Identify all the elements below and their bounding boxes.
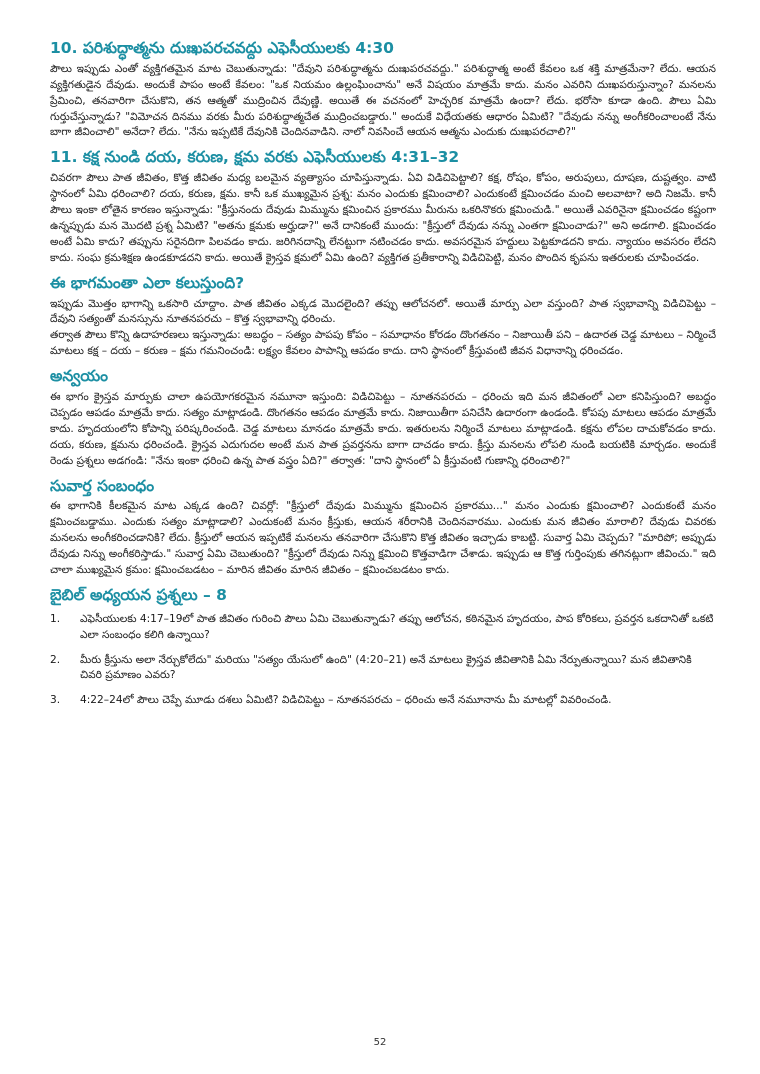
question-list (50, 612, 716, 709)
section-heading: బైబిల్ అధ్యయన ప్రశ్నలు – 8 (50, 585, 227, 604)
section-paragraph: పౌలు ఇప్పుడు ఎంతో వ్యక్తిగతమైన మాట చెబుతున్నాడు: "దేవుని పరిశుద్ధాత్మను దుఃఖపరచవద్దు." పరిశుద్ధాత్మ అంటే కేవలం ఒక శక్తి మాత్రమేనా? లేదు. ఆయన వ్యక్తిగతుడైన దేవుడు. అందుకే పాపం అంటే కేవలం: "ఒక నియమం ఉల్లంఘించాను" అనే విషయం మాత్రమే కాదు. మనం ఎవరిని దుఃఖపరుస్తున్నాం? మనలను ప్రేమించి, తనవారిగా చేసుకొని, తన ఆత్మతో ముద్రించిన దేవుణ్ణి. అయితే ఈ వచనంలో హెచ్చరిక మాత్రమే ఉందా? లేదు. భరోసా కూడా ఉంది. పౌలు ఏమి గుర్తుచేస్తున్నాడు? "విమోచన దినము వరకు మీరు పరిశుద్ధాత్మచేత ముద్రించబడ్డారు." అందుకే విధేయతకు ఆధారం ఏమిటి? "దేవుడు నన్ను అంగీకరించాలంటే నేను బాగా జీవించాలి" అనేదా? లేదు. "నేను ఇప్పటికే దేవునికి చెందినవాడిని. నాలో నివసించే ఆయన ఆత్మను ఎందుకు దుఃఖపరచాలి?" (50, 62, 716, 139)
section-heading: 10. పరిశుద్ధాత్మను దుఃఖపరచవద్దు ఎఫెసీయులకు 4:30 (50, 39, 394, 57)
list-item (50, 693, 716, 709)
section-heading: 11. కక్ష నుండి దయ, కరుణ, క్షమ వరకు ఎఫెసీయులకు 4:31–32 (50, 148, 460, 167)
list-item (50, 612, 716, 644)
question-number: 2. (50, 653, 61, 666)
section-paragraph: తర్వాత పౌలు కొన్ని ఉదాహరణలు ఇస్తున్నాడు: అబద్ధం – సత్యం పాపపు కోపం – సమాధానం కోరడం దొంగతనం – నిజాయితీ పని – ఉదారత చెడ్డ మాటలు – నిర్మించే మాటలు కక్ష – దయ – కరుణ – క్షమ గమనించండి: లక్ష్యం కేవలం పాపాన్ని ఆపడం కాదు. దాని స్థానంలో క్రీస్తువంటి జీవన విధానాన్ని ధరించడం. (50, 329, 716, 358)
section-gospel-connection (50, 476, 716, 579)
question-text: మీరు క్రీస్తును అలా నేర్చుకోలేదు" మరియు "సత్యం యేసులో ఉంది" (4:20–21) అనే మాటలు క్రైస్తవ జీవితానికి ఏమి నేర్పుతున్నాయి? మన జీవితానికి చివరి ప్రమాణం ఎవరు? (80, 653, 692, 682)
question-number: 1. (50, 612, 61, 625)
section-paragraph: ఈ భాగానికి కీలకమైన మాట ఎక్కడ ఉంది? చివర్లో: "క్రీస్తులో దేవుడు మిమ్మును క్షమించిన ప్రకారము..." మనం ఎందుకు క్షమించాలి? ఎందుకంటే మనం క్షమించబడ్డాము. ఎందుకు సత్యం మాట్లాడాలి? ఎందుకంటే మనం క్రీస్తుకు, ఆయన శరీరానికి చెందినవారము. ఎందుకు మన జీవితం మారాలి? దేవుడు చివరకు మనలను అంగీకరించడానికి? లేదు. క్రీస్తులో ఆయన ఇప్పటికే మనలను తనవారిగా చేసుకొని కొత్త జీవితం ఇచ్చాడు కాబట్టి. సువార్త ఏమి చెప్పదు? "మారిపో; అప్పుడు దేవుడు నిన్ను అంగీకరిస్తాడు." సువార్త ఏమి చెబుతుంది? "క్రీస్తులో దేవుడు నిన్ను క్షమించి కొత్తవాడిగా చేశాడు. ఇప్పుడు ఆ కొత్త గుర్తింపుకు తగినట్లుగా జీవించు." ఇది చాలా ముఖ్యమైన క్రమం: క్షమించబడటం – మారిన జీవితం మారిన జీవితం – క్షమించబడటం కాదు. (50, 500, 716, 576)
question-text: ఎఫెసీయులకు 4:17–19లో పాత జీవితం గురించి పౌలు ఏమి చెబుతున్నాడు? తప్పు ఆలోచన, కఠినమైన హృదయం, పాప కోరికలు, ప్రవర్తన ఒకదానితో ఒకటి ఎలా సంబంధం కలిగి ఉన్నాయి? (80, 612, 714, 641)
section-paragraph: చివరగా పౌలు పాత జీవితం, కొత్త జీవితం మధ్య బలమైన వ్యత్యాసం చూపిస్తున్నాడు. ఏవి విడిచిపెట్టాలి? కక్ష, రోషం, కోపం, అరుపులు, దూషణ, దుష్టత్వం. వాటి స్థానంలో ఏమి ధరించాలి? దయ, కరుణ, క్షమ. కానీ ఒక ముఖ్యమైన ప్రశ్న: మనం ఎందుకు క్షమించాలి? ఎందుకంటే క్షమించడం మంచి అలవాటా? అది నిజమే. కానీ పౌలు ఇంకా లోతైన కారణం ఇస్తున్నాడు: "క్రీస్తునందు దేవుడు మిమ్మును క్షమించిన ప్రకారము మీరును ఒకరినొకరు క్షమించుడి." అయితే ఎవరినైనా క్షమించడం కష్టంగా ఉన్నప్పుడు మన మొదటి ప్రశ్న ఏమిటి? "అతను క్షమకు అర్హుడా?" అనే దానికంటే ముందు: "క్రీస్తులో దేవుడు నన్ను ఎంతగా క్షమించాడు?" అని అడగాలి. క్షమించడం అంటే ఏమి కాదు? తప్పును సరైనదిగా పిలవడం కాదు. జరిగినదాన్ని లేనట్టుగా నటించడం కాదు. అవసరమైన హద్దులు పెట్టకూడదని కాదు. న్యాయం అవసరం లేదని కాదు. సంఘ క్రమశిక్షణ ఉండకూడదని కాదు. అయితే క్రైస్తవ క్షమలో ఏమి ఉంది? వ్యక్తిగత ప్రతీకారాన్ని విడిచిపెట్టి, మనం పొందిన కృపను ఇతరులకు చూపించడం. (50, 172, 716, 264)
question-text: 4:22–24లో పౌలు చెప్పే మూడు దశలు ఏమిటి? విడిచిపెట్టు – నూతనపరచు – ధరించు అనే నమూనాను మీ మాటల్లో వివరించండి. (80, 694, 612, 707)
list-item (50, 653, 716, 685)
section-heading: అన్వయం (50, 367, 109, 386)
section-forgiveness (50, 147, 716, 266)
section-holy-spirit (50, 38, 716, 141)
section-study-questions (50, 585, 716, 709)
section-paragraph: ఈ భాగం క్రైస్తవ మార్పుకు చాలా ఉపయోగకరమైన నమూనా ఇస్తుంది: విడిచిపెట్టు – నూతనపరచు – ధరించు ఇది మన జీవితంలో ఎలా కనిపిస్తుంది? అబద్ధం చెప్పడం ఆపడం మాత్రమే కాదు. సత్యం మాట్లాడండి. దొంగతనం ఆపడం మాత్రమే కాదు. నిజాయితీగా పనిచేసి ఉదారంగా ఉండండి. కోపపు మాటలు ఆపడం మాత్రమే కాదు. హృదయంలోని కోపాన్ని పరిష్కరించండి. చెడ్డ మాటలు మానడం మాత్రమే కాదు. ఇతరులను నిర్మించే మాటలు మాట్లాడండి. కక్షను లోపల దాచుకోవడం కాదు. దయ, కరుణ, క్షమను ధరించండి. క్రైస్తవ ఎదుగుదల అంటే మన పాత ప్రవర్తనను బాగా దాచడం కాదు. క్రీస్తు మనలను లోపలి నుండి బయటికి మార్చడం. అందుకే రెండు ప్రశ్నలు అడగండి: "నేను ఇంకా ధరించి ఉన్న పాత వస్త్రం ఏది?" తర్వాత: "దాని స్థానంలో ఏ క్రీస్తువంటి గుణాన్ని ధరించాలి?" (50, 391, 716, 467)
section-heading: సువార్త సంబంధం (50, 476, 155, 495)
section-paragraph: ఇప్పుడు మొత్తం భాగాన్ని ఒకసారి చూద్దాం. పాత జీవితం ఎక్కడ మొదలైంది? తప్పు ఆలోచనలో. అయితే మార్పు ఎలా వస్తుంది? పాత స్వభావాన్ని విడిచిపెట్టు – దేవుని సత్యంతో మనస్సును నూతనపరచు – కొత్త స్వభావాన్ని ధరించు. (50, 297, 716, 326)
section-summary (50, 273, 716, 360)
section-application (50, 366, 716, 469)
page-number: 52 (373, 1037, 387, 1048)
section-heading: ఈ భాగమంతా ఎలా కలుస్తుంది? (50, 273, 245, 292)
question-number: 3. (50, 694, 61, 707)
